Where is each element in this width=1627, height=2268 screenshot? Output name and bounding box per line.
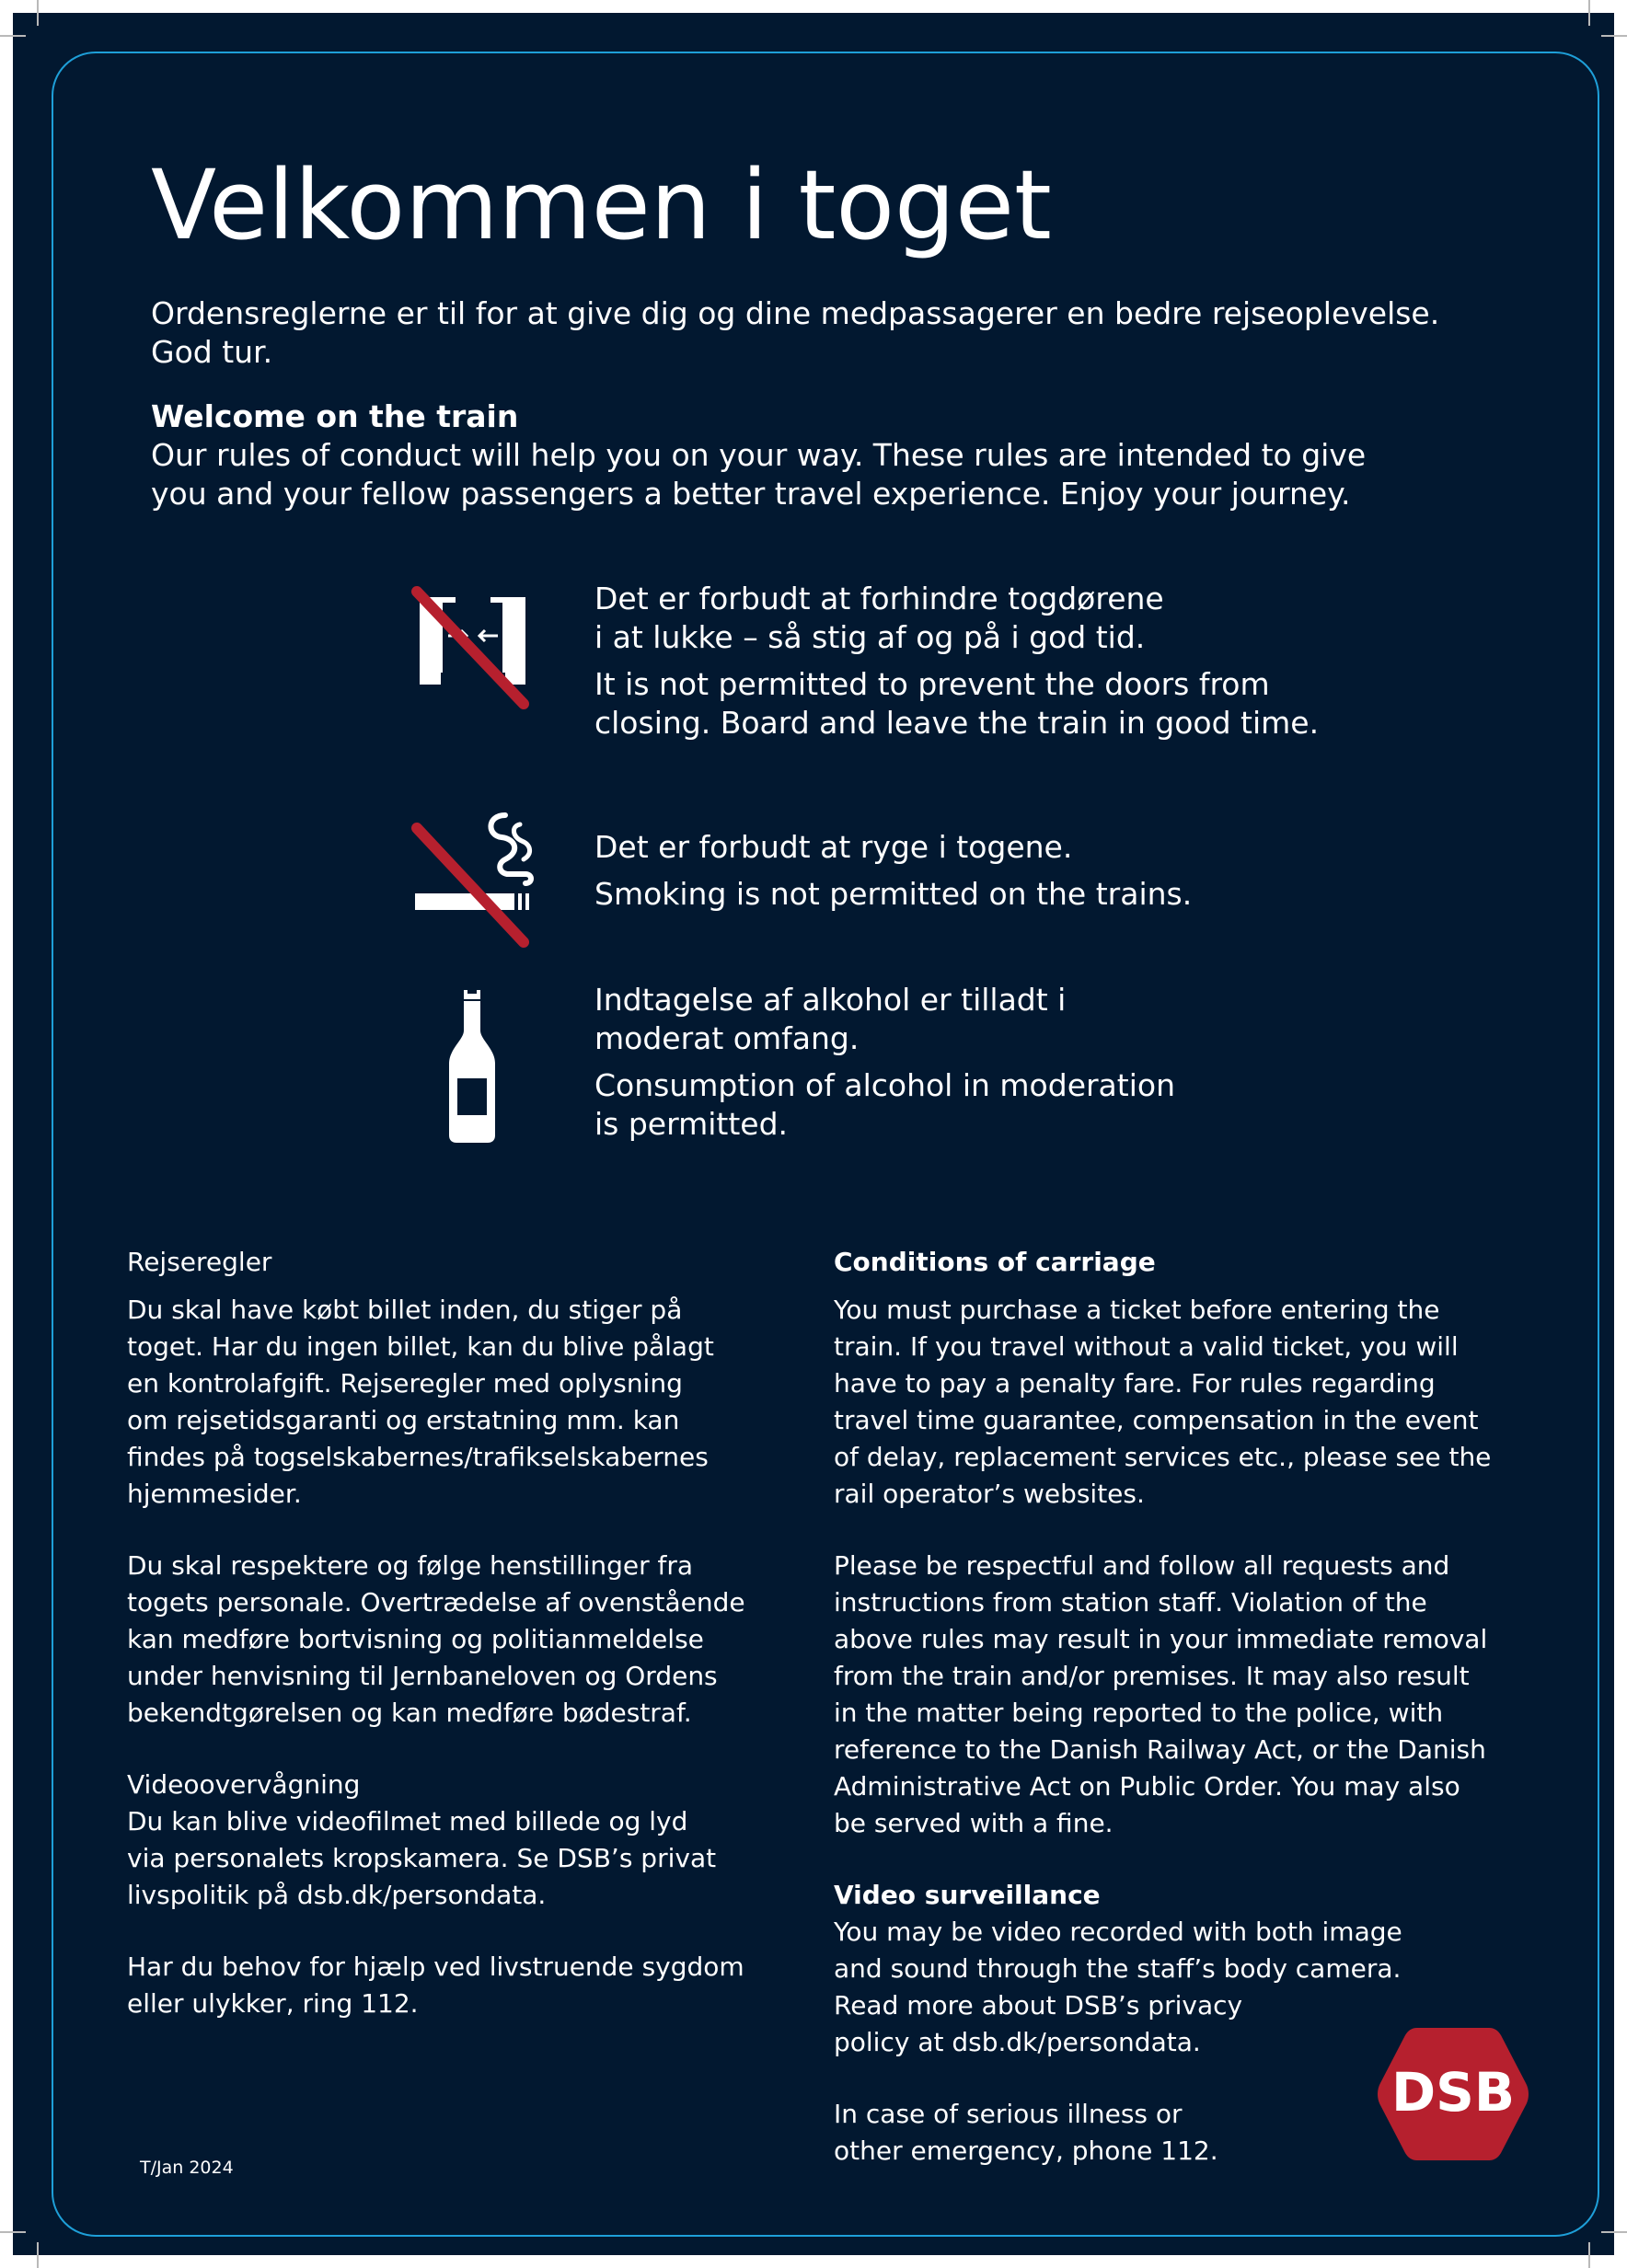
danish-video-heading: Videoovervågning — [127, 1769, 361, 1800]
rule-doors — [594, 580, 1319, 751]
crop-mark — [1588, 0, 1590, 26]
rule-alcohol-english: Consumption of alcohol in moderation is permitted. — [594, 1067, 1175, 1142]
english-heading: Conditions of carriage — [834, 1247, 1156, 1277]
english-video-heading: Video surveillance — [834, 1880, 1101, 1910]
crop-mark — [0, 2231, 26, 2233]
welcome-text: Our rules of conduct will help you on your way. These rules are intended to give you and your fellow passengers a better travel experience. Enjoy your journey. — [151, 437, 1367, 512]
rule-doors-english: It is not permitted to prevent the doors from closing. Board and leave the train in good time. — [594, 666, 1320, 741]
english-emergency: In case of serious illness or other emergency, phone 112. — [834, 2099, 1218, 2166]
no-blocking-doors-icon — [395, 570, 542, 717]
intro-line-2: God tur. — [151, 334, 273, 370]
welcome-heading: Welcome on the train — [151, 398, 519, 434]
intro-text — [151, 294, 1531, 372]
crop-mark — [37, 0, 39, 26]
crop-mark — [1601, 35, 1627, 37]
crop-mark — [0, 35, 26, 37]
danish-column — [127, 1244, 826, 2022]
danish-paragraph-1: Du skal have købt billet inden, du stiger på toget. Har du ingen billet, kan du blive pålagt en kontrolafgift. Rejseregler med oplysning om rejsetidsgaranti og erstatning mm. kan findes på togselskabernes/trafikselskabernes hjemmesider. — [127, 1295, 714, 1509]
poster — [13, 13, 1614, 2255]
danish-heading: Rejseregler — [127, 1247, 272, 1277]
rule-doors-danish: Det er forbudt at forhindre togdørene i at lukke – så stig af og på i god tid. — [594, 581, 1164, 655]
no-smoking-icon — [395, 806, 542, 953]
danish-video-text: Du kan blive videofilmet med billede og lyd via personalets kropskamera. Se DSB’s privat livspolitik på dsb.dk/persondata. — [127, 1806, 717, 1910]
crop-mark — [37, 2242, 39, 2268]
page-title: Velkommen i toget — [151, 149, 1052, 261]
crop-mark — [1588, 2242, 1590, 2268]
english-video-text: You may be video recorded with both image and sound through the staff’s body camera. Read more about DSB’s privacy policy at dsb.dk/persondata. — [834, 1917, 1402, 2057]
dsb-logo — [1375, 2024, 1531, 2164]
crop-mark — [1601, 2231, 1627, 2233]
welcome-section — [151, 397, 1531, 513]
rule-smoking — [594, 828, 1192, 922]
danish-emergency: Har du behov for hjælp ved livstruende sygdom eller ulykker, ring 112. — [127, 1951, 744, 2019]
dsb-logo-text: DSB — [1390, 2061, 1516, 2124]
danish-paragraph-2: Du skal respektere og følge henstillinger fra togets personale. Overtrædelse af ovenstående kan medføre bortvisning og politianmeldelse under henvisning til Jernbaneloven og Ordens bekendtgørelsen og kan medføre bødestraf. — [127, 1550, 745, 1728]
rule-smoking-english: Smoking is not permitted on the trains. — [594, 876, 1193, 912]
english-paragraph-2: Please be respectful and follow all requests and instructions from station staff. Violation of the above rules may result in your immediate removal from the train and/or premises. It may also result in the matter being reported to the police, with reference to the Danish Railway Act, or the Danish Administrative Act on Public Order. You may also be served with a fine. — [834, 1550, 1488, 1838]
print-code: T/Jan 2024 — [140, 2158, 234, 2178]
alcohol-bottle-icon — [445, 979, 501, 1145]
rule-alcohol — [594, 981, 1175, 1152]
rule-smoking-danish: Det er forbudt at ryge i togene. — [594, 829, 1073, 865]
intro-line-1: Ordensreglerne er til for at give dig og dine medpassagerer en bedre rejseoplevelse. — [151, 295, 1440, 331]
english-paragraph-1: You must purchase a ticket before entering the train. If you travel without a valid ticket, you will have to pay a penalty fare. For rules regarding travel time guarantee, compensation in the event of delay, replacement services etc., please see the rail operator’s websites. — [834, 1295, 1492, 1509]
rule-alcohol-danish: Indtagelse af alkohol er tilladt i moderat omfang. — [594, 982, 1067, 1056]
